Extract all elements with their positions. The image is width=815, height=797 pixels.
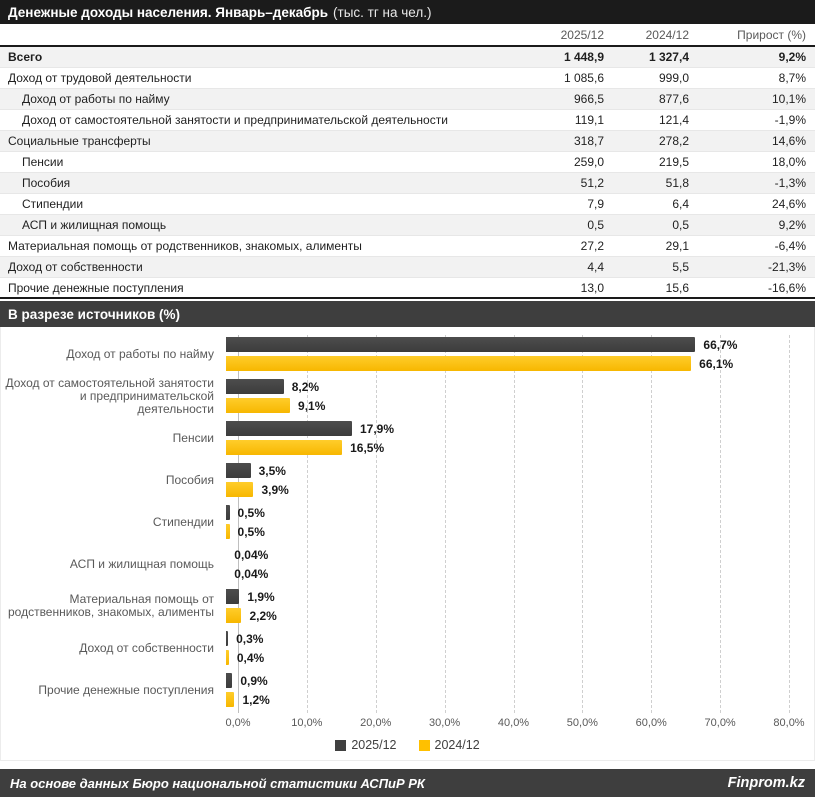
table-row [0,194,815,215]
value-2024: 219,5 [658,155,689,169]
category-plot [226,627,789,669]
page-title-text: Денежные доходы населения. Январь–декабрь [8,4,329,20]
bar-value-label: 0,5% [237,524,265,539]
value-2024: 278,2 [658,134,689,148]
table-header-growth: Прирост (%) [737,27,806,42]
value-2024: 15,6 [665,280,689,295]
row-label: Материальная помощь от родственников, знакомых, алименты [8,239,362,253]
bar-2025 [226,673,232,688]
category-plot [226,417,789,459]
row-label: Пособия [22,176,71,190]
table-row [0,89,815,110]
category-label: Пенсии [172,430,214,445]
bar-value-label: 2,2% [249,608,277,623]
bar-value-label: 66,1% [699,356,734,371]
value-growth: -21,3% [767,260,806,274]
row-label: Доход от собственности [8,260,143,274]
category-label: Доход от работы по найму [66,346,214,361]
legend-swatch [335,740,346,751]
legend-swatch [419,740,430,751]
legend-item [419,738,480,752]
chart-category-row [1,375,814,417]
value-growth: -1,3% [774,176,806,190]
x-axis-tick: 80,0% [773,717,805,729]
row-label: Доход от трудовой деятельности [8,71,192,85]
table-row [0,236,815,257]
category-plot [226,333,789,375]
category-plot [226,585,789,627]
table-row [0,110,815,131]
value-2024: 0,5 [672,218,689,232]
value-2024: 6,4 [672,197,689,211]
category-plot [226,501,789,543]
category-label: Доход от собственности [79,640,214,655]
table-body [0,47,815,299]
table-header-row [0,24,815,47]
bar-value-label: 1,2% [242,692,270,707]
value-2024: 5,5 [672,260,689,274]
bar-value-label: 0,04% [234,566,269,581]
x-axis-tick: 30,0% [429,717,461,729]
category-label: Прочие денежные поступления [38,682,214,697]
value-growth: 10,1% [771,92,806,106]
chart-rows [1,333,814,711]
value-2025: 27,2 [580,239,604,253]
bar-2025 [226,463,251,478]
bar-value-label: 17,9% [359,421,394,436]
value-2024: 121,4 [658,113,689,127]
chart-category-row [1,501,814,543]
table-row [0,278,815,299]
chart-category-row [1,627,814,669]
chart-category-row [1,543,814,585]
row-label: Стипендии [22,197,84,211]
chart-category-row [1,585,814,627]
bar-value-label: 8,2% [291,379,320,394]
legend-item [335,738,396,752]
row-label: Прочие денежные поступления [8,280,184,295]
bar-value-label: 0,3% [236,631,264,646]
table-row [0,152,815,173]
value-growth: 18,0% [771,155,806,169]
x-axis-tick: 0,0% [225,717,251,729]
value-growth: -6,4% [774,239,806,253]
legend-label: 2024/12 [434,738,480,752]
x-axis-tick: 70,0% [704,717,736,729]
value-growth: 24,6% [771,197,806,211]
bar-2024 [226,482,253,497]
value-2024: 877,6 [658,92,689,106]
table-row [0,68,815,89]
bar-value-label: 0,5% [237,505,265,520]
page-title [0,0,815,24]
x-axis-tick: 40,0% [497,717,530,729]
category-plot [226,669,789,711]
bar-2025 [226,589,239,604]
value-2025: 0,5 [587,218,604,232]
table-row [0,215,815,236]
bar-value-label: 0,4% [236,650,265,665]
bar-2024 [226,650,229,665]
value-2025: 966,5 [573,92,604,106]
value-2024: 51,8 [665,176,689,190]
value-2025: 51,2 [580,176,604,190]
value-growth: 8,7% [778,71,806,85]
value-2025: 259,0 [573,155,604,169]
category-plot [226,459,789,501]
value-2025: 13,0 [580,280,604,295]
value-2025: 318,7 [573,134,604,148]
x-axis-tick: 60,0% [635,717,667,729]
category-plot [226,543,789,585]
footer-source-text: На основе данных Бюро национальной статистики АСПиР РК [10,775,425,791]
bar-2024 [226,440,342,455]
x-axis-tick: 10,0% [291,717,323,729]
category-label: Пособия [165,472,214,487]
table-row [0,257,815,278]
bar-value-label: 0,04% [234,547,269,562]
table-row [0,47,815,68]
value-growth: 14,6% [771,134,806,148]
bar-value-label: 1,9% [247,589,275,604]
bar-value-label: 9,1% [298,398,326,413]
bar-2024 [226,524,230,539]
table-row [0,131,815,152]
chart-section-title: В разрезе источников (%) [0,301,815,327]
value-2025: 1 448,9 [563,50,604,64]
value-2025: 119,1 [574,113,604,127]
bar-value-label: 3,5% [258,463,286,478]
chart-category-row [1,459,814,501]
chart-category-row [1,417,814,459]
x-axis-tick: 20,0% [360,717,392,729]
row-label: Доход от работы по найму [22,92,170,106]
category-plot [226,375,789,417]
value-2025: 4,4 [587,260,604,274]
category-label: Стипендии [152,514,214,529]
value-growth: 9,2% [778,50,806,64]
legend-label: 2025/12 [351,738,397,752]
value-growth: 9,2% [778,218,806,232]
bar-chart [0,327,815,761]
table-header-2025: 2025/12 [560,27,604,42]
bar-value-label: 16,5% [350,440,385,455]
bar-2025 [226,337,695,352]
income-table [0,24,815,299]
value-2025: 1 085,6 [563,71,604,85]
bar-2024 [226,356,691,371]
value-2024: 1 327,4 [648,50,689,64]
chart-category-row [1,669,814,711]
value-growth: -16,6% [767,280,806,295]
bar-value-label: 66,7% [703,337,738,352]
bar-2024 [226,398,290,413]
value-growth: -1,9% [774,113,806,127]
bar-2024 [226,692,234,707]
footer-bar [0,769,815,797]
row-label: Доход от самостоятельной занятости и предпринимательской деятельности [22,113,448,127]
table-row [0,173,815,194]
bar-2025 [226,379,284,394]
chart-x-axis [225,711,805,733]
bar-2024 [226,608,241,623]
bar-2025 [226,421,352,436]
category-label: АСП и жилищная помощь [69,556,214,571]
bar-2025 [226,505,230,520]
footer-brand-logo: Finprom.kz [727,775,805,791]
table-header-2024: 2024/12 [645,27,689,42]
bar-value-label: 3,9% [261,482,289,497]
value-2025: 7,9 [587,197,604,211]
row-label: Пенсии [22,155,64,169]
bar-value-label: 0,9% [240,673,268,688]
page-title-unit: (тыс. тг на чел.) [333,4,432,20]
chart-legend [1,733,814,757]
category-label: Доход от самостоятельной занятости и предпринимательской деятельности [5,375,214,416]
chart-category-row [1,333,814,375]
row-label: АСП и жилищная помощь [22,218,167,232]
value-2024: 999,0 [658,71,689,85]
x-axis-tick: 50,0% [566,717,598,729]
category-label: Материальная помощь от родственников, знакомых, алименты [7,592,214,619]
row-label: Социальные трансферты [8,134,151,148]
row-label: Всего [8,50,43,64]
bar-2025 [226,631,228,646]
value-2024: 29,1 [665,239,689,253]
